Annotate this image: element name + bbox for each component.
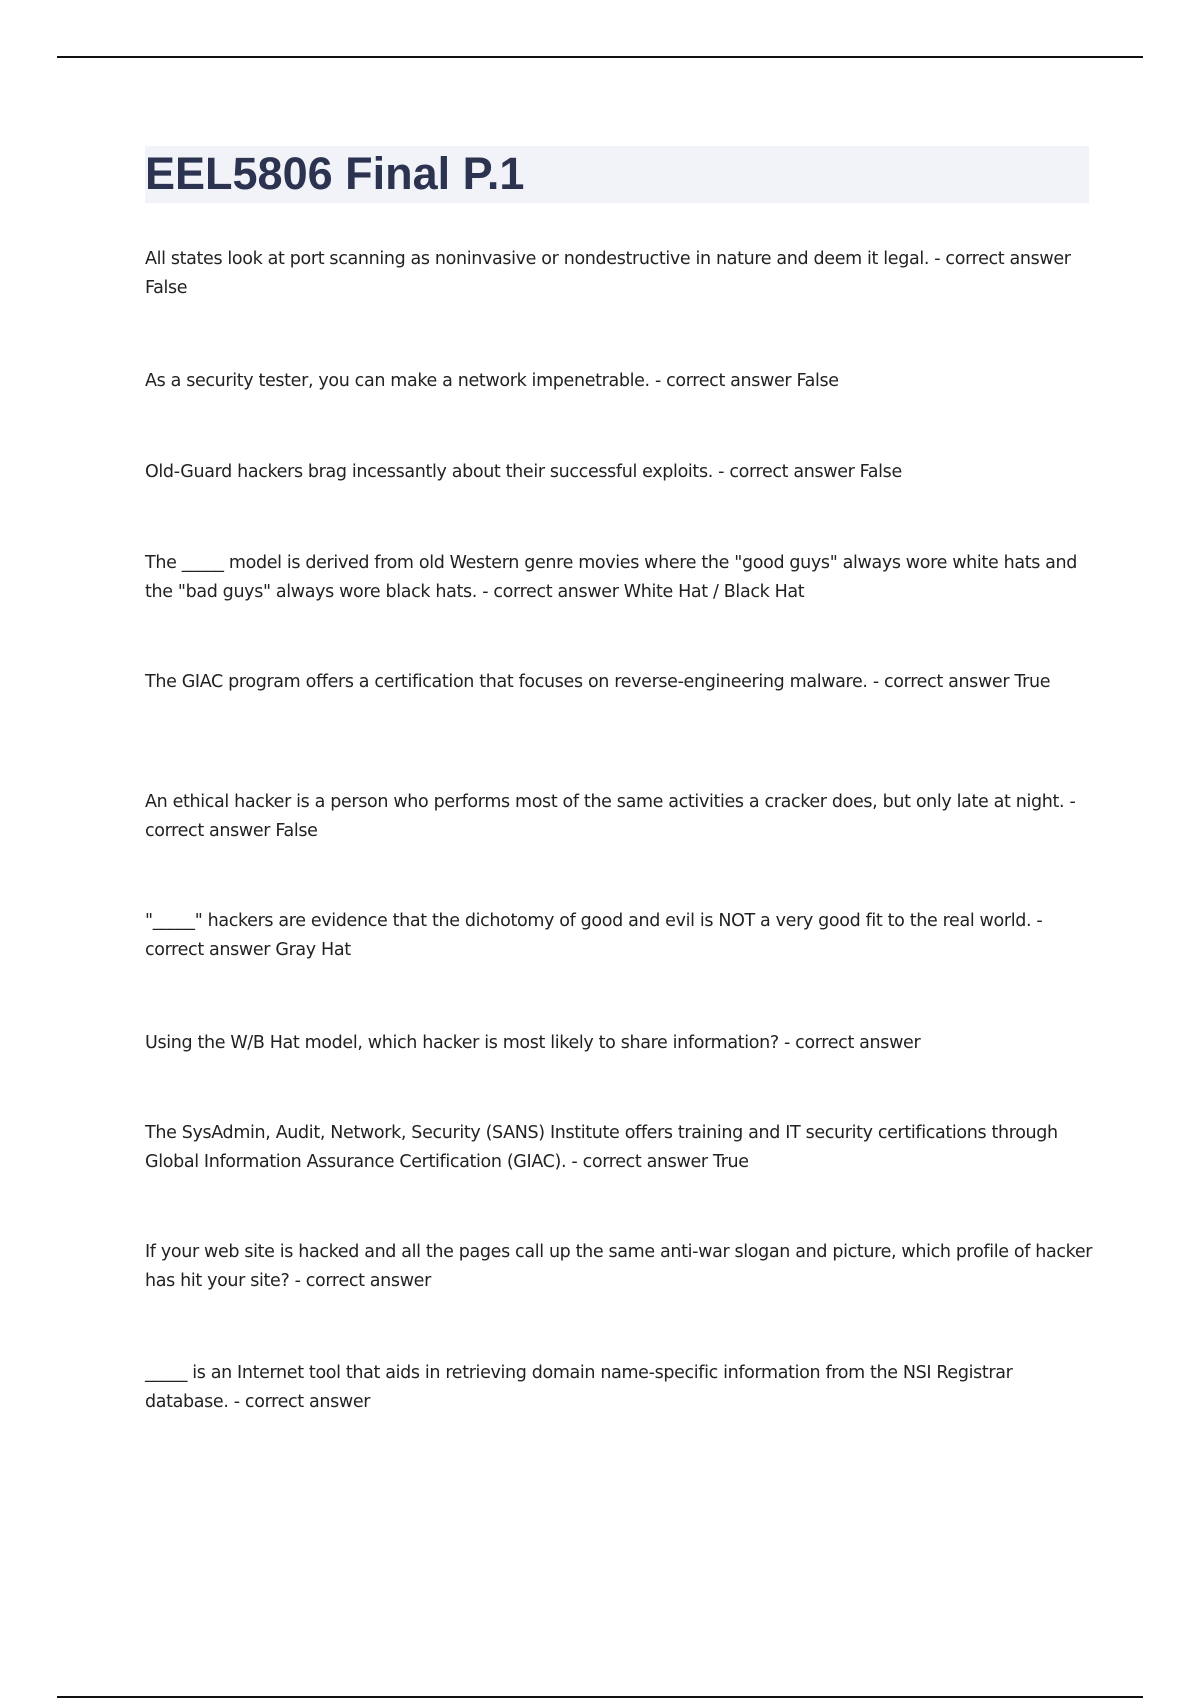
- qa-item: As a security tester, you can make a network impenetrable. - correct answer False: [145, 371, 839, 391]
- qa-item: All states look at port scanning as noninvasive or nondestructive in nature and deem it legal. - correct answer False: [145, 249, 1071, 298]
- qa-item: The GIAC program offers a certification that focuses on reverse-engineering malware. - correct answer True: [145, 672, 1051, 692]
- qa-item: The _____ model is derived from old Western genre movies where the "good guys" always wore white hats and the "bad guys" always wore black hats. - correct answer White Hat / Black Hat: [145, 553, 1078, 602]
- qa-item: "_____" hackers are evidence that the dichotomy of good and evil is NOT a very good fit to the real world. - correct answer Gray Hat: [145, 911, 1043, 960]
- qa-item: Old-Guard hackers brag incessantly about their successful exploits. - correct answer False: [145, 462, 902, 482]
- document-title: EEL5806 Final P.1: [145, 148, 525, 199]
- bottom-rule: [57, 1696, 1143, 1698]
- qa-item: _____ is an Internet tool that aids in retrieving domain name-specific information from the NSI Registrar database. - correct answer: [145, 1363, 1013, 1412]
- qa-item: The SysAdmin, Audit, Network, Security (SANS) Institute offers training and IT security certifications through Global Information Assurance Certification (GIAC). - correct answer True: [145, 1123, 1058, 1172]
- qa-item: If your web site is hacked and all the pages call up the same anti-war slogan and picture, which profile of hacker has hit your site? - correct answer: [145, 1242, 1093, 1291]
- top-rule: [57, 56, 1143, 58]
- qa-item: An ethical hacker is a person who performs most of the same activities a cracker does, but only late at night. - correct answer False: [145, 792, 1076, 841]
- qa-item: Using the W/B Hat model, which hacker is most likely to share information? - correct answer: [145, 1033, 921, 1053]
